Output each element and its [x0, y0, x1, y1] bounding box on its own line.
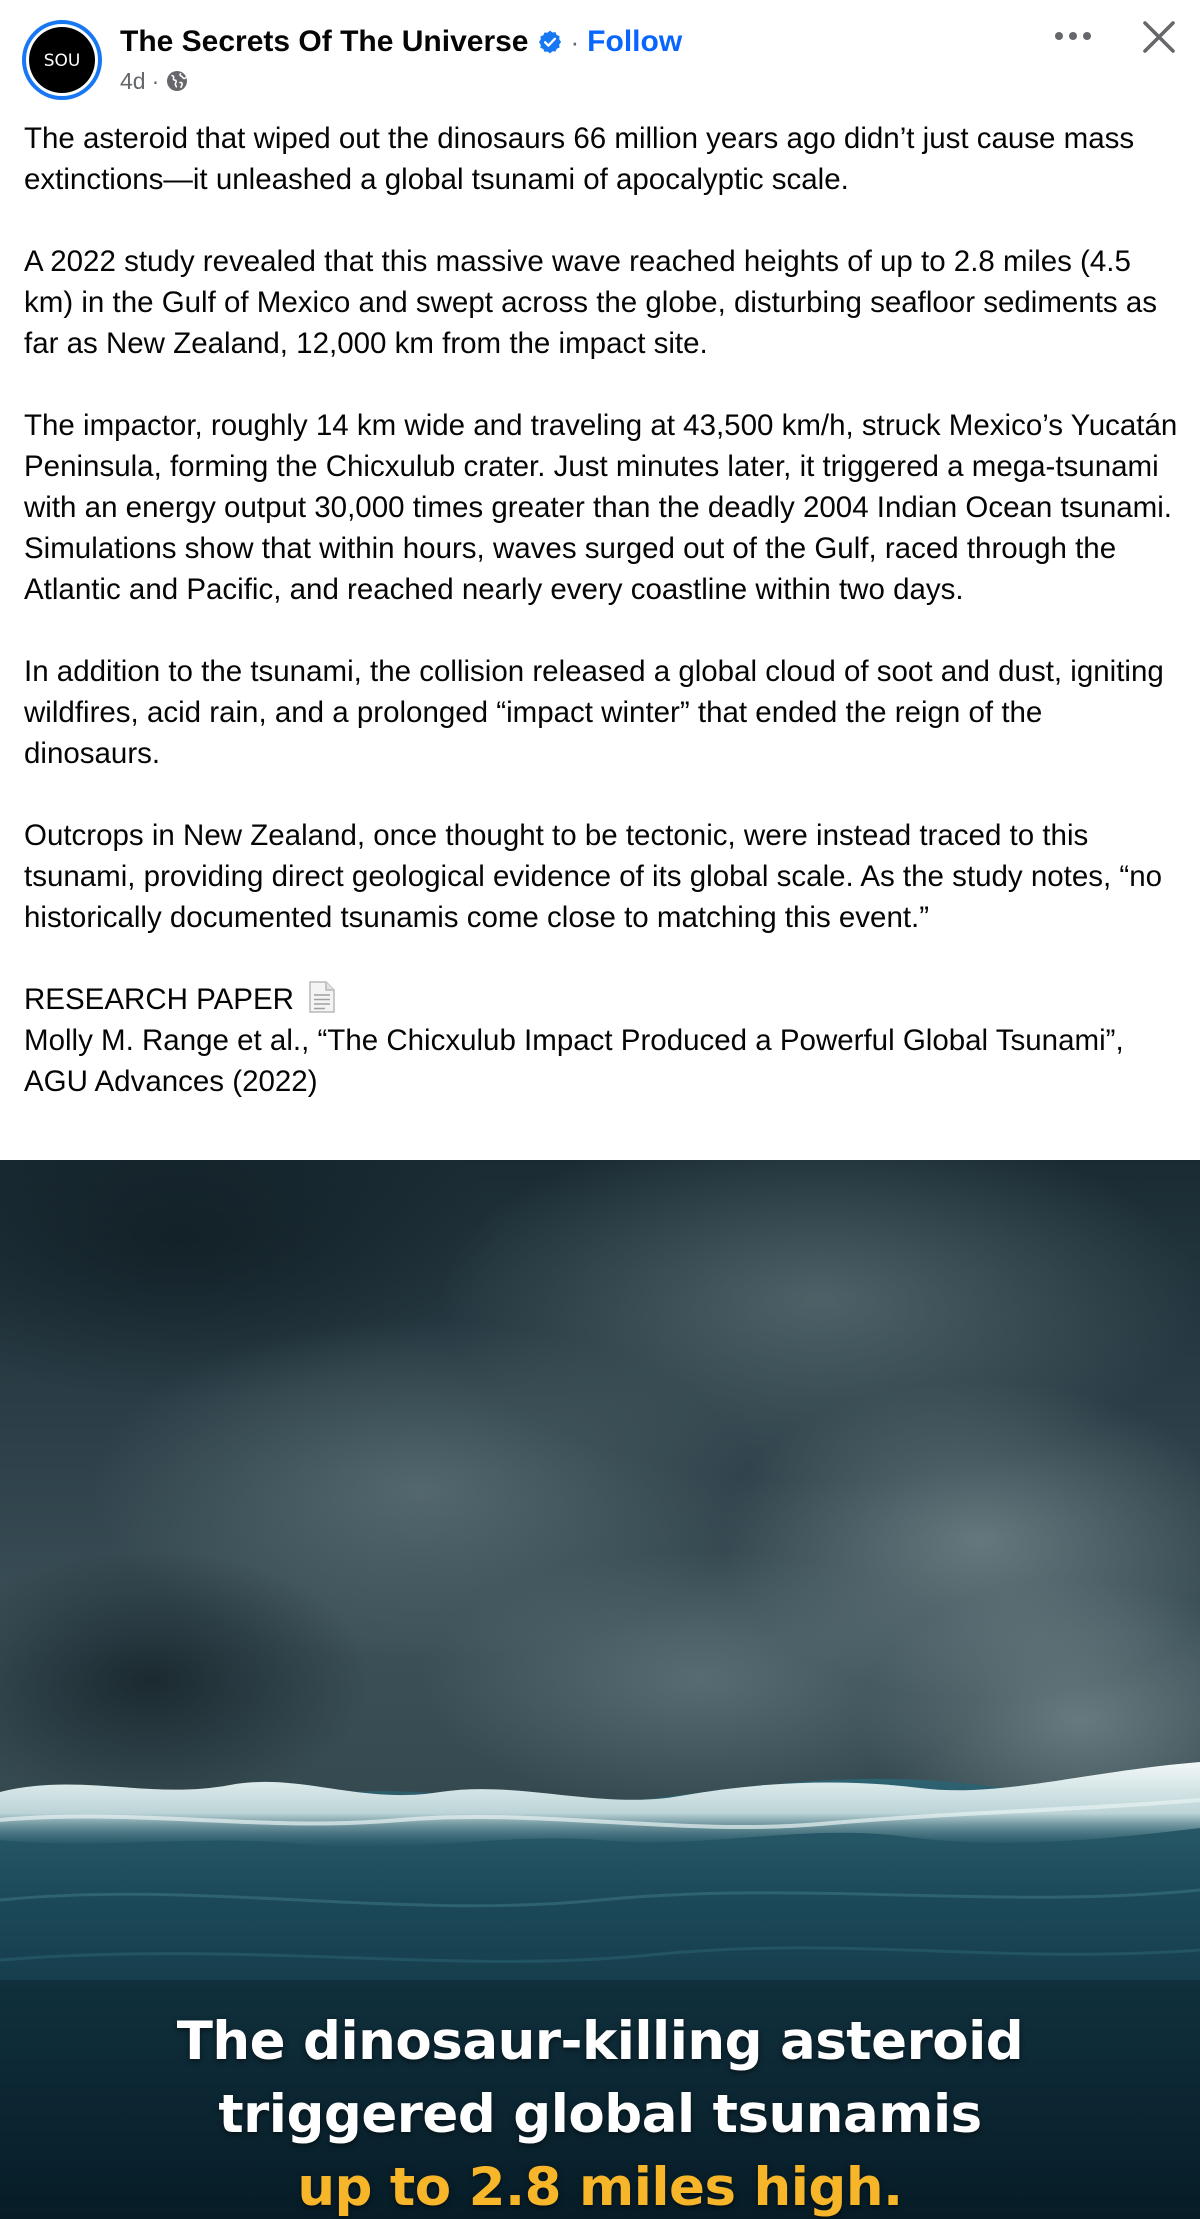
close-button[interactable] [1136, 14, 1182, 60]
video-caption [0, 2005, 1200, 2219]
avatar-text: SOU [43, 51, 81, 71]
sou-logo [35, 45, 89, 75]
avatar-image [29, 27, 95, 93]
post-timestamp[interactable]: 4d [120, 67, 146, 94]
follow-button[interactable]: Follow [587, 25, 683, 58]
post-paragraph: Outcrops in New Zealand, once thought to be tectonic, were instead traced to this tsunami, providing direct geological evidence of its global scale. As the study notes, “no historically documented tsunamis come close to matching this event.” [24, 819, 1163, 934]
name-separator: · [570, 26, 580, 57]
page-name-row [120, 20, 682, 64]
post-header [0, 0, 1200, 118]
document-icon [308, 980, 336, 1014]
research-citation: Molly M. Range et al., “The Chicxulub Impact Produced a Powerful Global Tsunami”, AGU Advances (2022) [24, 1024, 1124, 1098]
caption-line: The dinosaur-killing asteroid [176, 2011, 1024, 2072]
more-options-icon [1053, 30, 1093, 42]
more-options-button[interactable] [1048, 16, 1098, 56]
close-icon [1141, 19, 1177, 55]
post-paragraph: A 2022 study revealed that this massive wave reached heights of up to 2.8 miles (4.5 km) in the Gulf of Mexico and swept across the globe, disturbing seafloor sediments as far as New Zealand, 12,000 km from the impact site. [24, 245, 1158, 360]
research-heading: RESEARCH PAPER [24, 983, 294, 1016]
post-paragraph: The asteroid that wiped out the dinosaurs 66 million years ago didn’t just cause mass extinctions—it unleashed a global tsunami of apocalyptic scale. [24, 122, 1135, 196]
post-body [24, 118, 1184, 1102]
meta-separator: · [151, 67, 160, 94]
post-paragraph: In addition to the tsunami, the collision released a global cloud of soot and dust, igniting wildfires, acid rain, and a prolonged “impact winter” that ended the reign of the dinosaurs. [24, 655, 1164, 770]
research-section [24, 979, 1184, 1102]
globe-icon [165, 69, 189, 93]
caption-line: triggered global tsunamis [218, 2084, 982, 2145]
post-paragraph: The impactor, roughly 14 km wide and traveling at 43,500 km/h, struck Mexico’s Yucatán Peninsula, forming the Chicxulub crater. Just minutes later, it triggered a mega-tsunami with an energy output 30,000 times greater than the deadly 2004 Indian Ocean tsunami. Simulations show that within hours, waves surged out of the Gulf, raced through the Atlantic and Pacific, and reached nearly every coastline within two days. [24, 409, 1178, 606]
post-meta [120, 64, 189, 98]
verified-badge-icon [537, 29, 563, 55]
caption-highlight: up to 2.8 miles high. [297, 2157, 903, 2218]
avatar[interactable] [22, 20, 102, 100]
page-name[interactable]: The Secrets Of The Universe [120, 25, 529, 58]
post-media-video[interactable] [0, 1160, 1200, 2219]
